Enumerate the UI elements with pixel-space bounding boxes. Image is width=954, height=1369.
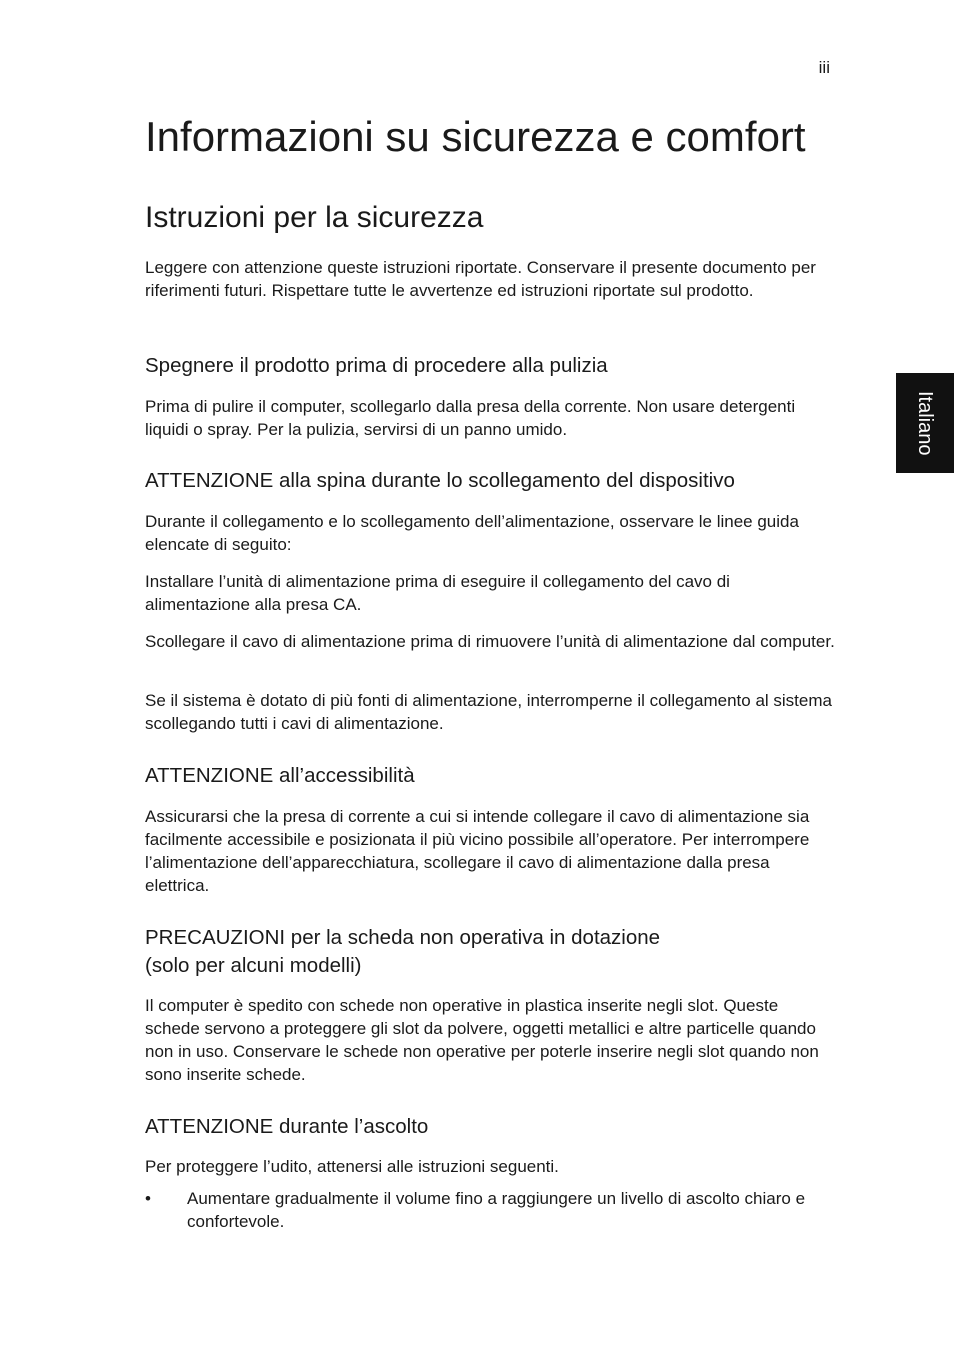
- plug-heading: ATTENZIONE alla spina durante lo scollegamento del dispositivo: [145, 469, 735, 492]
- intro-paragraph: Leggere con attenzione queste istruzioni riportate. Conservare il presente documento per riferimenti futuri. Rispettare tutte le avvertenze ed istruzioni riportate sul prodotto.: [145, 258, 816, 300]
- plug-paragraph-2: Installare l’unità di alimentazione prima di eseguire il collegamento del cavo di alimentazione alla presa CA.: [145, 572, 730, 614]
- plug-paragraph-3: Scollegare il cavo di alimentazione prima di rimuovere l’unità di alimentazione dal computer.: [145, 632, 835, 651]
- dummy-card-heading-line-2: (solo per alcuni modelli): [145, 954, 362, 977]
- language-tab-label: Italiano: [914, 390, 936, 456]
- section-title: Istruzioni per la sicurezza: [145, 201, 484, 234]
- listening-paragraph: Per proteggere l’udito, attenersi alle istruzioni seguenti.: [145, 1157, 559, 1176]
- dummy-card-paragraph: Il computer è spedito con schede non operative in plastica inserite negli slot. Queste schede servono a proteggere gli slot da polvere, oggetti metallici e altre particelle quando non in uso. Conservare le schede non operative per poterle inserire negli slot quando non sono inserite schede.: [145, 996, 819, 1084]
- bullet-mark: •: [145, 1189, 151, 1208]
- page-number: iii: [818, 58, 830, 77]
- accessibility-heading: ATTENZIONE all’accessibilità: [145, 764, 415, 787]
- cleaning-heading: Spegnere il prodotto prima di procedere alla pulizia: [145, 354, 608, 377]
- list-item-text: Aumentare gradualmente il volume fino a raggiungere un livello di ascolto chiaro e confortevole.: [187, 1189, 806, 1231]
- accessibility-paragraph: Assicurarsi che la presa di corrente a cui si intende collegare il cavo di alimentazione sia facilmente accessibile e posizionata il più vicino possibile all’operatore. Per interrompere l’alimentazione dell’apparecchiatura, scollegare il cavo di alimentazione dalla presa elettrica.: [145, 807, 810, 895]
- language-tab: [896, 373, 954, 473]
- cleaning-paragraph: Prima di pulire il computer, scollegarlo dalla presa della corrente. Non usare detergenti liquidi o spray. Per la pulizia, servirsi di un panno umido.: [145, 397, 796, 439]
- plug-paragraph-1: Durante il collegamento e lo scollegamento dell’alimentazione, osservare le linee guida elencate di seguito:: [145, 512, 799, 554]
- page-title: Informazioni su sicurezza e comfort: [145, 113, 806, 160]
- listening-heading: ATTENZIONE durante l’ascolto: [145, 1115, 429, 1138]
- plug-paragraph-4: Se il sistema è dotato di più fonti di alimentazione, interromperne il collegamento al sistema scollegando tutti i cavi di alimentazione.: [145, 691, 832, 733]
- dummy-card-heading-line-1: PRECAUZIONI per la scheda non operativa in dotazione: [145, 926, 661, 949]
